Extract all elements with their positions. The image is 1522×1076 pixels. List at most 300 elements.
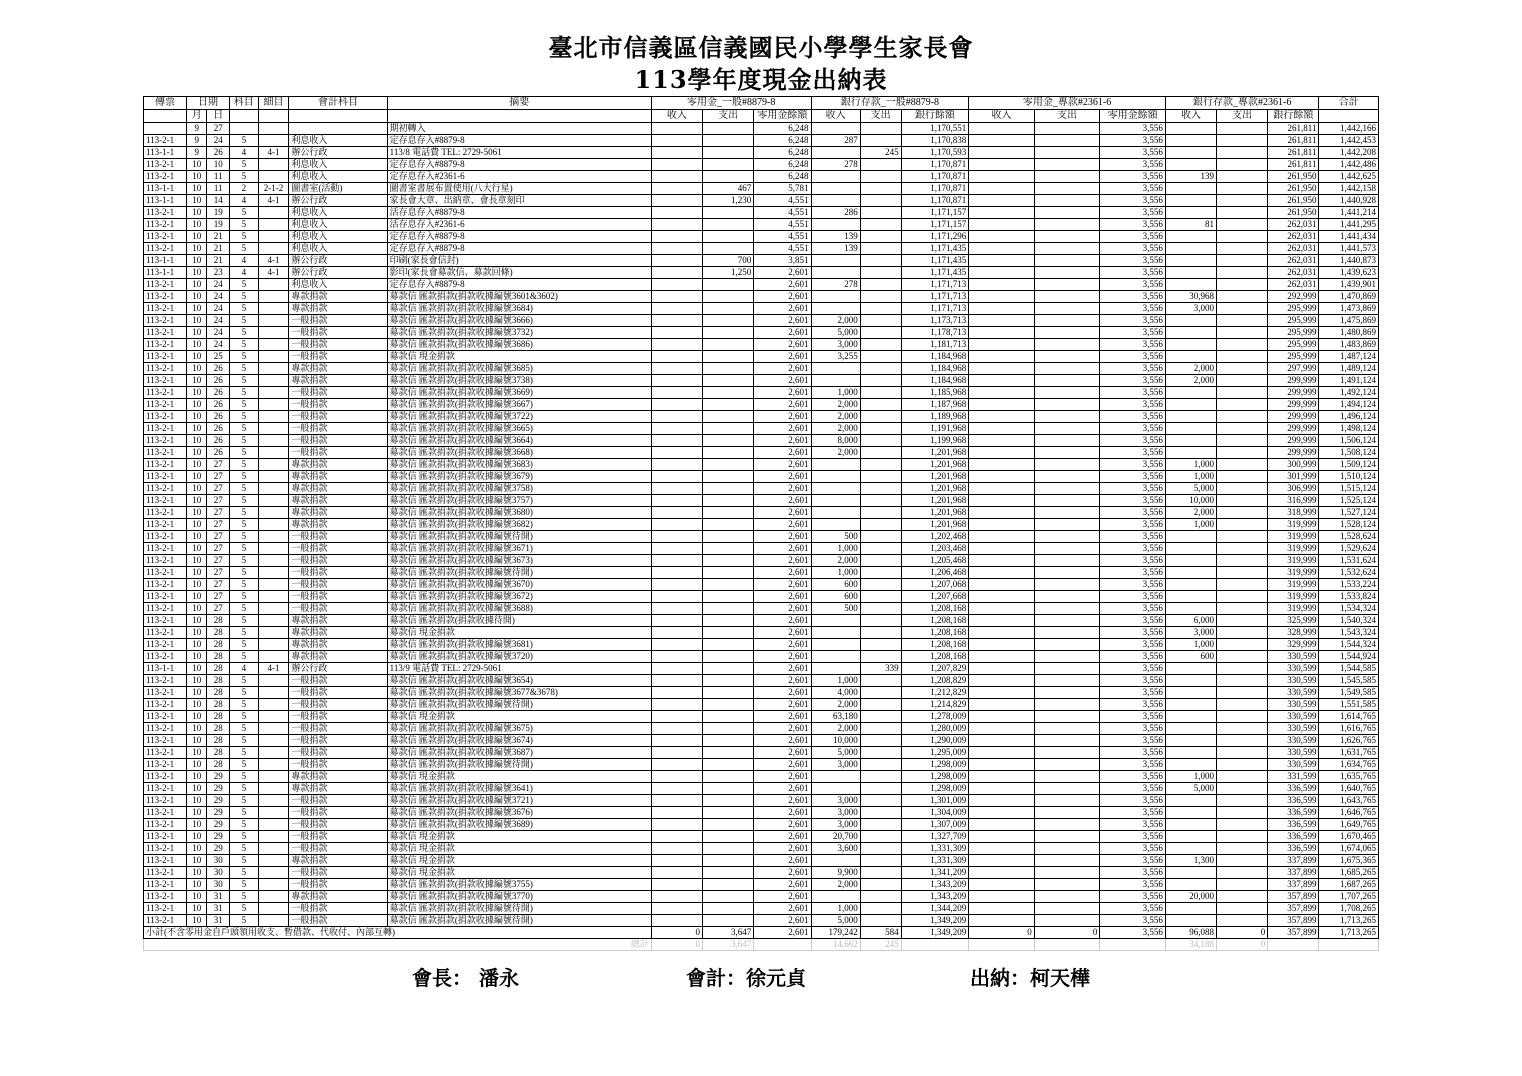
table-cell (860, 639, 901, 651)
table-cell: 3,556 (1100, 603, 1166, 615)
table-cell: 261,950 (1268, 207, 1319, 219)
table-cell: 113-2-1 (144, 735, 187, 747)
table-cell: 1,470,869 (1319, 291, 1379, 303)
table-cell (860, 399, 901, 411)
table-cell (1217, 327, 1268, 339)
table-cell (258, 543, 289, 555)
table-cell (1034, 183, 1100, 195)
table-cell (860, 675, 901, 687)
table-cell: 3,556 (1100, 843, 1166, 855)
table-cell (1034, 315, 1100, 327)
table-cell: 10 (187, 519, 207, 531)
table-cell: 10 (187, 615, 207, 627)
table-cell: 113-2-1 (144, 387, 187, 399)
table-cell (1165, 843, 1216, 855)
table-cell (258, 915, 289, 927)
table-cell (1034, 351, 1100, 363)
table-row (144, 543, 1379, 555)
col-income: 收入 (969, 110, 1035, 123)
table-cell (1165, 243, 1216, 255)
table-cell (703, 723, 754, 735)
table-cell: 募款信 匯款捐款(捐款收據編號3668) (387, 447, 651, 459)
table-cell (1034, 879, 1100, 891)
table-cell: 10 (187, 915, 207, 927)
table-cell: 2,601 (754, 339, 811, 351)
table-cell: 1,515,124 (1319, 483, 1379, 495)
table-cell: 113-2-1 (144, 843, 187, 855)
table-cell (1165, 387, 1216, 399)
table-cell (1165, 315, 1216, 327)
table-cell: 一般捐款 (289, 699, 387, 711)
subtotal-cell: 1,713,265 (1319, 927, 1379, 939)
table-row (144, 315, 1379, 327)
table-cell (969, 423, 1035, 435)
table-cell (651, 435, 702, 447)
table-cell: 10 (187, 435, 207, 447)
table-cell: 1,201,968 (901, 447, 969, 459)
table-cell (651, 603, 702, 615)
table-cell: 3,556 (1100, 243, 1166, 255)
table-cell (1165, 123, 1216, 135)
table-cell: 245 (860, 147, 901, 159)
table-cell: 利息收入 (289, 279, 387, 291)
table-cell: 1,214,829 (901, 699, 969, 711)
table-cell: 28 (207, 723, 230, 735)
table-cell: 5 (229, 699, 258, 711)
table-cell: 募款信 匯款捐款(捐款收據編號3665) (387, 423, 651, 435)
table-cell: 10 (187, 855, 207, 867)
group-petty-special: 零用金_專款#2361-6 (969, 97, 1166, 110)
table-cell: 3,556 (1100, 195, 1166, 207)
table-cell (1217, 387, 1268, 399)
table-cell: 113-2-1 (144, 291, 187, 303)
table-cell: 1,178,713 (901, 327, 969, 339)
table-cell: 2,601 (754, 819, 811, 831)
table-cell: 261,811 (1268, 147, 1319, 159)
col-summary: 摘要 (387, 97, 651, 110)
table-cell (811, 615, 860, 627)
table-cell: 5 (229, 891, 258, 903)
table-row (144, 891, 1379, 903)
table-cell (811, 147, 860, 159)
table-cell: 3,000 (1165, 627, 1216, 639)
table-cell: 4,551 (754, 195, 811, 207)
table-cell: 319,999 (1268, 543, 1319, 555)
table-cell: 113-2-1 (144, 555, 187, 567)
table-cell (1034, 531, 1100, 543)
table-cell: 10 (187, 903, 207, 915)
col-income: 收入 (811, 110, 860, 123)
table-cell: 319,999 (1268, 555, 1319, 567)
table-cell: 募款信 匯款捐款(捐款收據編號3676) (387, 807, 651, 819)
table-cell: 2,601 (754, 279, 811, 291)
table-cell: 113-2-1 (144, 855, 187, 867)
table-cell (258, 747, 289, 759)
table-cell: 3,556 (1100, 891, 1166, 903)
table-cell (651, 891, 702, 903)
table-cell (651, 627, 702, 639)
table-cell (1165, 267, 1216, 279)
table-cell: 113-2-1 (144, 879, 187, 891)
table-row (144, 519, 1379, 531)
table-cell (651, 531, 702, 543)
table-cell: 3,556 (1100, 183, 1166, 195)
grand-total-label: 總計 (144, 939, 652, 951)
table-cell (969, 915, 1035, 927)
table-cell: 337,899 (1268, 879, 1319, 891)
table-row (144, 591, 1379, 603)
table-row (144, 639, 1379, 651)
table-cell: 3,556 (1100, 171, 1166, 183)
table-cell: 1,201,968 (901, 459, 969, 471)
table-cell (258, 207, 289, 219)
table-cell (860, 819, 901, 831)
table-cell (1034, 435, 1100, 447)
table-cell: 2 (229, 183, 258, 195)
table-cell: 10 (187, 183, 207, 195)
table-cell (811, 255, 860, 267)
table-cell: 1,278,009 (901, 711, 969, 723)
table-cell (258, 711, 289, 723)
table-cell (969, 759, 1035, 771)
table-cell: 2,601 (754, 495, 811, 507)
table-cell: 10 (187, 591, 207, 603)
table-cell: 1,000 (811, 675, 860, 687)
table-cell: 1,185,968 (901, 387, 969, 399)
table-cell (1034, 363, 1100, 375)
table-cell: 2,601 (754, 723, 811, 735)
table-cell: 1,000 (1165, 639, 1216, 651)
table-cell: 113-2-1 (144, 375, 187, 387)
table-cell: 4 (229, 195, 258, 207)
table-cell (969, 831, 1035, 843)
table-cell: 1,649,765 (1319, 819, 1379, 831)
table-cell (703, 651, 754, 663)
table-cell: 2,601 (754, 471, 811, 483)
table-cell: 1,295,009 (901, 747, 969, 759)
table-cell: 一般捐款 (289, 675, 387, 687)
table-row (144, 303, 1379, 315)
table-cell: 專款捐款 (289, 483, 387, 495)
table-cell (651, 795, 702, 807)
table-cell: 26 (207, 423, 230, 435)
table-cell (703, 375, 754, 387)
table-cell (651, 267, 702, 279)
table-cell: 299,999 (1268, 447, 1319, 459)
table-cell: 專款捐款 (289, 495, 387, 507)
table-cell (703, 795, 754, 807)
table-cell: 1,442,166 (1319, 123, 1379, 135)
table-cell: 募款信 匯款捐款(捐款收據編號3686) (387, 339, 651, 351)
table-cell: 261,811 (1268, 135, 1319, 147)
table-cell (1034, 579, 1100, 591)
table-cell: 利息收入 (289, 243, 387, 255)
table-cell (1034, 771, 1100, 783)
table-cell: 5 (229, 495, 258, 507)
table-cell: 1,208,829 (901, 675, 969, 687)
table-cell (703, 555, 754, 567)
table-cell (1217, 423, 1268, 435)
table-cell: 1,707,265 (1319, 891, 1379, 903)
table-cell: 2,601 (754, 411, 811, 423)
table-row (144, 711, 1379, 723)
table-cell: 1,544,324 (1319, 639, 1379, 651)
table-cell: 2,000 (1165, 363, 1216, 375)
table-cell: 336,599 (1268, 831, 1319, 843)
table-cell (703, 627, 754, 639)
table-cell: 1,442,158 (1319, 183, 1379, 195)
table-cell: 2,601 (754, 843, 811, 855)
table-cell (860, 363, 901, 375)
table-cell: 募款信 匯款捐款(捐款收據編號3671) (387, 543, 651, 555)
table-cell (258, 339, 289, 351)
table-cell: 1,475,869 (1319, 315, 1379, 327)
table-cell: 募款信 匯款捐款(捐款收據編號3673) (387, 555, 651, 567)
table-cell (969, 783, 1035, 795)
table-cell (1165, 147, 1216, 159)
table-cell: 5 (229, 831, 258, 843)
table-cell: 募款信 匯款捐款(捐款收據編號3669) (387, 387, 651, 399)
table-cell (703, 315, 754, 327)
table-cell: 募款信 匯款捐款(捐款收據編號3732) (387, 327, 651, 339)
table-cell (1165, 867, 1216, 879)
table-cell (811, 303, 860, 315)
table-cell: 139 (1165, 171, 1216, 183)
table-cell: 113-2-1 (144, 435, 187, 447)
table-cell: 募款信 匯款捐款(捐款收據編號待開) (387, 759, 651, 771)
table-cell (1034, 687, 1100, 699)
table-cell (1165, 543, 1216, 555)
table-cell: 286 (811, 207, 860, 219)
table-cell (811, 855, 860, 867)
table-cell: 10 (187, 567, 207, 579)
table-cell: 10 (187, 771, 207, 783)
table-cell: 1,208,168 (901, 615, 969, 627)
table-cell: 3,556 (1100, 147, 1166, 159)
table-cell: 1,170,838 (901, 135, 969, 147)
table-cell (1165, 339, 1216, 351)
table-cell: 1,544,585 (1319, 663, 1379, 675)
table-cell: 1,250 (703, 267, 754, 279)
table-cell: 10 (187, 471, 207, 483)
table-cell (1165, 555, 1216, 567)
table-cell: 1,533,224 (1319, 579, 1379, 591)
table-cell: 4 (229, 663, 258, 675)
table-cell: 113-2-1 (144, 399, 187, 411)
table-cell (1165, 807, 1216, 819)
col-voucher: 傳票 (144, 97, 187, 110)
table-cell (1034, 783, 1100, 795)
table-cell (651, 255, 702, 267)
table-cell (1217, 723, 1268, 735)
table-cell: 28 (207, 615, 230, 627)
table-cell (1217, 447, 1268, 459)
table-cell: 2,601 (754, 579, 811, 591)
table-row (144, 327, 1379, 339)
table-cell (860, 267, 901, 279)
table-cell (969, 459, 1035, 471)
table-cell: 1,442,486 (1319, 159, 1379, 171)
table-cell (703, 783, 754, 795)
table-cell: 113-2-1 (144, 795, 187, 807)
table-cell: 261,811 (1268, 123, 1319, 135)
table-cell: 10 (187, 255, 207, 267)
table-cell: 專款捐款 (289, 507, 387, 519)
table-cell: 10 (187, 879, 207, 891)
table-cell (651, 843, 702, 855)
table-cell: 一般捐款 (289, 423, 387, 435)
table-cell (1034, 519, 1100, 531)
table-cell: 28 (207, 639, 230, 651)
table-cell: 1,344,209 (901, 903, 969, 915)
table-cell (703, 687, 754, 699)
table-cell: 2,601 (754, 879, 811, 891)
table-cell (969, 159, 1035, 171)
table-row (144, 579, 1379, 591)
table-cell: 募款信 匯款捐款(捐款收據編號待開) (387, 531, 651, 543)
table-cell: 2,601 (754, 555, 811, 567)
table-cell: 1,171,435 (901, 267, 969, 279)
table-cell: 9,900 (811, 867, 860, 879)
table-cell: 1,171,713 (901, 291, 969, 303)
table-cell: 10 (187, 651, 207, 663)
table-cell (969, 183, 1035, 195)
table-cell: 定存息存入#8879-8 (387, 159, 651, 171)
table-cell: 3,556 (1100, 735, 1166, 747)
table-cell: 1,442,453 (1319, 135, 1379, 147)
table-cell: 10 (187, 363, 207, 375)
table-cell: 3,556 (1100, 855, 1166, 867)
table-cell: 26 (207, 387, 230, 399)
table-cell: 1,441,214 (1319, 207, 1379, 219)
table-cell: 330,599 (1268, 723, 1319, 735)
table-cell (860, 423, 901, 435)
table-cell (1165, 207, 1216, 219)
table-cell: 2,601 (754, 399, 811, 411)
table-cell (651, 855, 702, 867)
table-cell: 113-2-1 (144, 303, 187, 315)
table-cell: 1,545,585 (1319, 675, 1379, 687)
table-cell: 113-2-1 (144, 807, 187, 819)
table-cell: 336,599 (1268, 795, 1319, 807)
table-cell (969, 807, 1035, 819)
table-cell (1217, 795, 1268, 807)
table-cell: 5 (229, 219, 258, 231)
table-cell (1165, 699, 1216, 711)
table-cell (1034, 219, 1100, 231)
table-cell: 專款捐款 (289, 639, 387, 651)
table-cell (860, 651, 901, 663)
table-cell (969, 471, 1035, 483)
table-cell: 3,556 (1100, 279, 1166, 291)
table-cell: 4 (229, 267, 258, 279)
table-cell: 一般捐款 (289, 807, 387, 819)
table-cell (1034, 543, 1100, 555)
table-cell: 5 (229, 675, 258, 687)
table-cell: 定存息存入#8879-8 (387, 279, 651, 291)
table-row (144, 747, 1379, 759)
table-cell (703, 699, 754, 711)
table-cell (703, 855, 754, 867)
table-cell (1165, 579, 1216, 591)
table-cell (651, 291, 702, 303)
table-cell: 一般捐款 (289, 831, 387, 843)
table-cell: 3,556 (1100, 351, 1166, 363)
table-cell: 28 (207, 663, 230, 675)
table-cell: 113-2-1 (144, 483, 187, 495)
table-cell (860, 759, 901, 771)
col-petty-balance: 零用金餘額 (754, 110, 811, 123)
table-cell (969, 315, 1035, 327)
table-cell: 1,171,435 (901, 255, 969, 267)
table-cell (651, 327, 702, 339)
table-cell: 1,528,124 (1319, 519, 1379, 531)
table-cell: 5 (229, 231, 258, 243)
table-cell: 10 (187, 579, 207, 591)
table-cell (258, 459, 289, 471)
table-cell: 3,556 (1100, 795, 1166, 807)
table-row (144, 555, 1379, 567)
table-row (144, 147, 1379, 159)
table-cell: 3,000 (1165, 303, 1216, 315)
table-cell: 10 (187, 411, 207, 423)
table-cell: 專款捐款 (289, 375, 387, 387)
table-cell (1165, 231, 1216, 243)
table-cell: 5 (229, 315, 258, 327)
table-cell: 10 (187, 315, 207, 327)
table-cell: 10 (187, 687, 207, 699)
table-cell: 5 (229, 855, 258, 867)
table-cell: 1,527,124 (1319, 507, 1379, 519)
subtotal-row (144, 927, 1379, 939)
table-cell: 27 (207, 603, 230, 615)
table-row (144, 699, 1379, 711)
table-cell (1217, 759, 1268, 771)
table-row (144, 879, 1379, 891)
table-cell: 29 (207, 783, 230, 795)
table-cell (1165, 735, 1216, 747)
table-cell (811, 459, 860, 471)
table-cell: 5 (229, 591, 258, 603)
table-cell (860, 447, 901, 459)
table-cell: 1,170,871 (901, 195, 969, 207)
table-cell (703, 843, 754, 855)
table-cell (969, 327, 1035, 339)
table-cell: 113-2-1 (144, 699, 187, 711)
table-cell (258, 651, 289, 663)
table-cell (969, 231, 1035, 243)
table-cell (651, 375, 702, 387)
table-cell (1217, 747, 1268, 759)
table-cell (1034, 327, 1100, 339)
cashier-signature: 出納：柯天樺 (970, 966, 1090, 990)
table-cell (1034, 471, 1100, 483)
table-cell (651, 483, 702, 495)
table-row (144, 867, 1379, 879)
table-cell (258, 819, 289, 831)
table-cell: 24 (207, 315, 230, 327)
table-cell: 292,999 (1268, 291, 1319, 303)
table-cell (651, 183, 702, 195)
table-cell (860, 879, 901, 891)
table-cell (860, 483, 901, 495)
table-cell: 一般捐款 (289, 387, 387, 399)
table-cell: 1,533,824 (1319, 591, 1379, 603)
table-cell: 利息收入 (289, 219, 387, 231)
table-cell: 113-2-1 (144, 171, 187, 183)
table-cell (258, 399, 289, 411)
table-cell (703, 771, 754, 783)
